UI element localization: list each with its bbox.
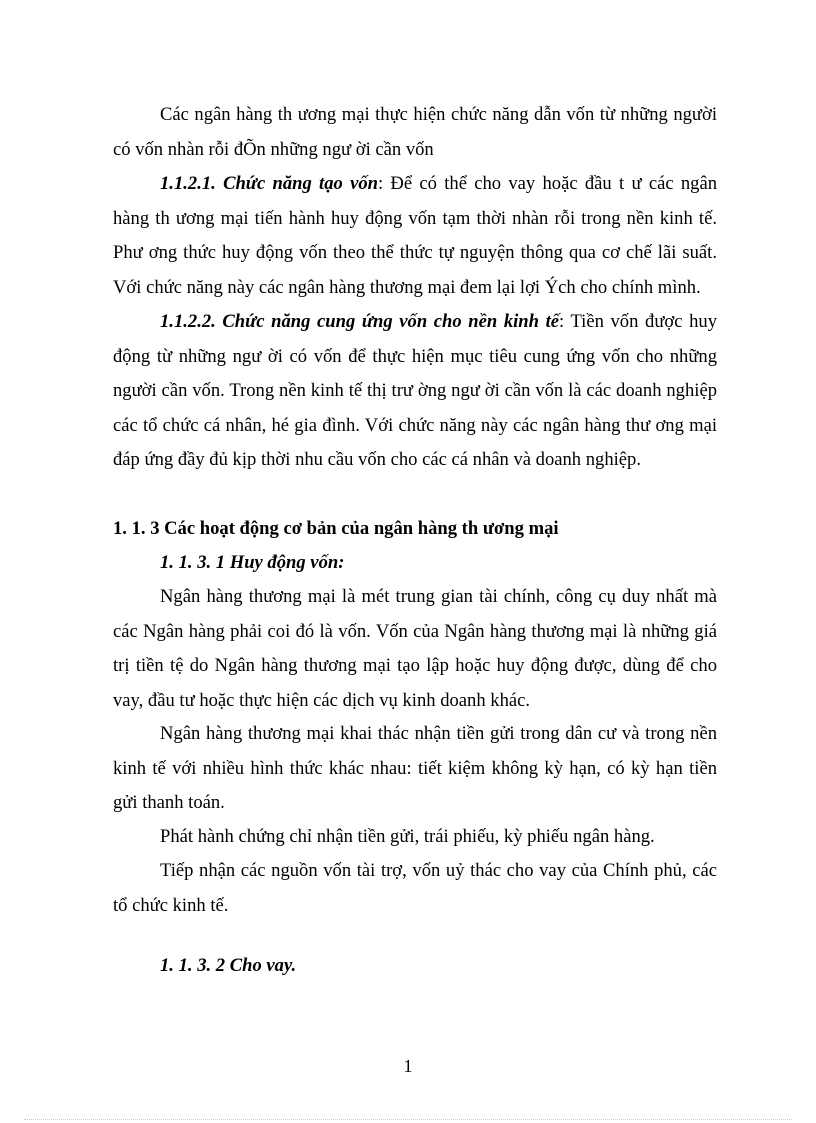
page-number: 1 bbox=[403, 1056, 413, 1076]
subsection-heading-1-1-3-1: 1. 1. 3. 1 Huy động vốn: bbox=[160, 552, 345, 573]
paragraph-intro: Các ngân hàng th ương mại thực hiện chức năng dẫn vốn từ những người có vốn nhàn rỗi đÕn những ngư ời cần vốn bbox=[113, 104, 717, 160]
paragraph-capital-creation bbox=[113, 167, 717, 305]
subsection-heading-1-1-3-2: 1. 1. 3. 2 Cho vay. bbox=[160, 955, 297, 976]
section-heading-1-1-3: 1. 1. 3 Các hoạt động cơ bản của ngân hàng th ương mại bbox=[113, 518, 559, 539]
subsection-heading-1-1-2-1: 1.1.2.1. Chức năng tạo vốn bbox=[160, 173, 378, 194]
paragraph-deposits: Ngân hàng thương mại khai thác nhận tiền gửi trong dân cư và trong nền kinh tế với nhiều hình thức khác nhau: tiết kiệm không kỳ hạn, có kỳ hạn tiền gửi thanh toán. bbox=[113, 723, 717, 814]
paragraph-intermediary: Ngân hàng thương mại là mét trung gian tài chính, công cụ duy nhất mà các Ngân hàng phải coi đó là vốn. Vốn của Ngân hàng thương mại là những giá trị tiền tệ do Ngân hàng thương mại tạo lập hoặc huy động được, dùng để cho vay, đầu tư hoặc thực hiện các dịch vụ kinh doanh khác. bbox=[113, 586, 717, 711]
paragraph-text: : Để có thể cho vay hoặc đầu t ư các ngân hàng th ương mại tiến hành huy động vốn tạm thời nhàn rỗi trong nền kinh tế. Phư ơng thức huy động vốn theo thể thức tự nguyện thông qua cơ chế lãi suất. Với chức năng này các ngân hàng thương mại đem lại lợi Ých cho chính mình. bbox=[113, 173, 718, 298]
paragraph-text: : Tiền vốn được huy động từ những ngư ời có vốn để thực hiện mục tiêu cung ứng vốn cho những người cần vốn. Trong nền kinh tế thị trư ờng ngư ời cần vốn là các doanh nghiệp các tổ chức cá nhân, hé gia đình. Với chức năng này các ngân hàng thư ơng mại đáp ứng đầy đủ kịp thời nhu cầu vốn cho các cá nhân và doanh nghiệp. bbox=[113, 311, 717, 471]
subsection-heading-1-1-2-2: 1.1.2.2. Chức năng cung ứng vốn cho nền kinh tế bbox=[160, 311, 560, 332]
paragraph-certificates: Phát hành chứng chỉ nhận tiền gửi, trái phiếu, kỳ phiếu ngân hàng. bbox=[160, 826, 655, 847]
page-bottom-divider bbox=[24, 1119, 792, 1120]
paragraph-capital-supply bbox=[113, 305, 717, 478]
paragraph-funding-sources: Tiếp nhận các nguồn vốn tài trợ, vốn uỷ thác cho vay của Chính phủ, các tổ chức kinh tế. bbox=[113, 860, 717, 916]
